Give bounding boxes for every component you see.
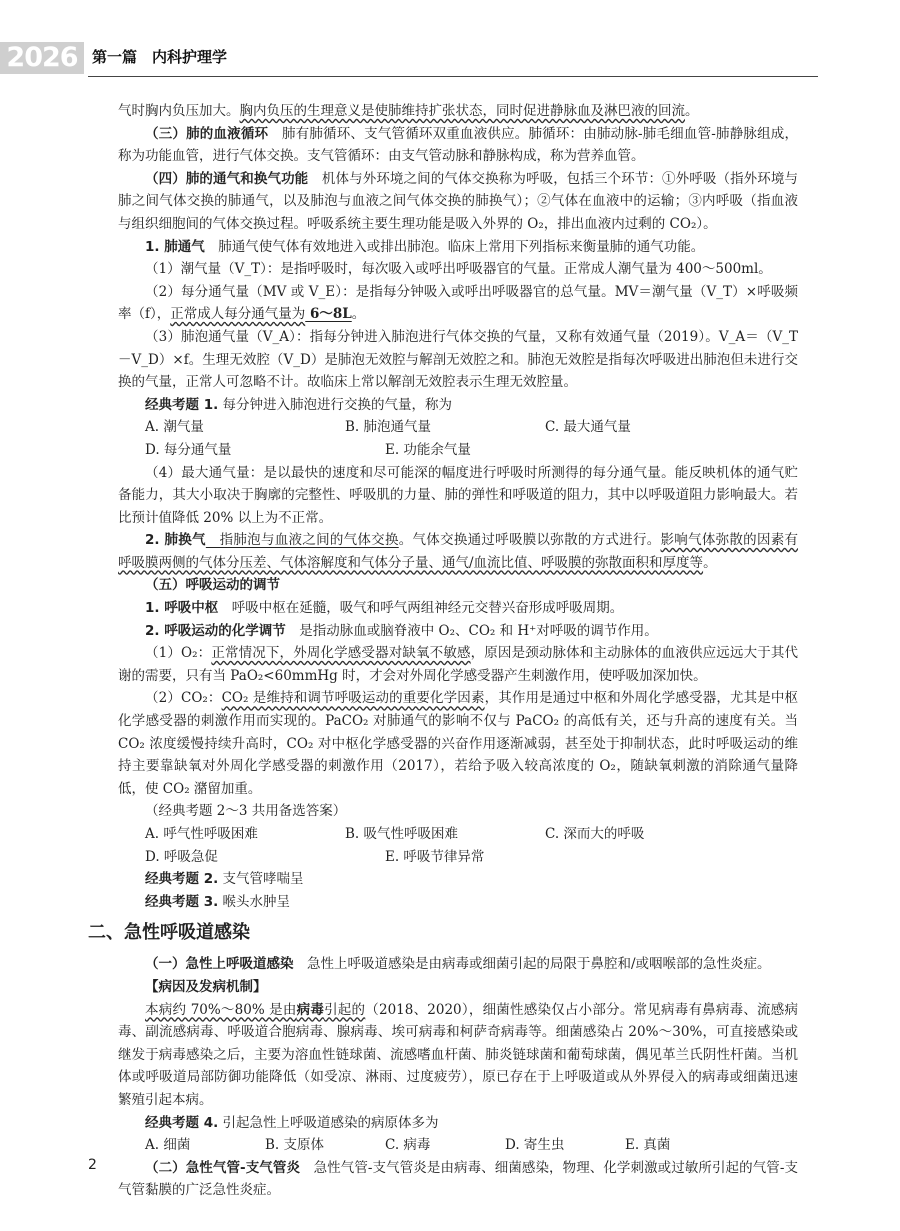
- text: （2）每分通气量（MV 或 V_E）：是指每分钟吸入或呼出呼吸器官的总气量。MV＝潮气量（V_T）×呼吸频率（f），: [118, 283, 798, 323]
- text: ，其作用是通过中枢和外周化学感受器，尤其是中枢化学感受器的刺激作用而实现的。PaCO₂ 对肺通气的影响不仅与 PaCO₂ 的高低有关，还与升高的速度有关。当 CO₂ 浓度缓慢持续升高时，CO₂ 对中枢化学感受器的兴奋作用逐渐减弱，甚至处于抑制状态，此时呼吸运动的维持主要靠缺氧对外周化学感受器的刺激作用（2017），若给予吸入较高浓度的 O₂，随缺氧刺激的消除通气量降低，使 CO₂ 潴留加重。: [118, 690, 799, 797]
- paragraph-upper-respiratory: [118, 953, 798, 976]
- text: 肺通气使气体有效地进入或排出肺泡。临床上常用下列指标来衡量肺的通气功能。: [204, 238, 705, 255]
- key-point: 本病约 70%～80% 是由: [145, 1001, 297, 1018]
- paragraph-etiology: [118, 999, 798, 1112]
- paragraph-tidal-volume: （1）潮气量（V_T）：是指呼吸时，每次吸入或呼出呼吸器官的气量。正常成人潮气量为 400～500ml。: [145, 261, 772, 278]
- key-point: 胸内负压的生理意义是使肺维持扩张状态，同时促进静脉血及淋巴液的回流: [239, 103, 685, 119]
- key-point: 正常成人每分通气量为: [170, 306, 306, 323]
- text: 。: [351, 306, 366, 323]
- exam-question-2: [118, 868, 798, 891]
- text: 肺有肺循环、支气管循环双重血液供应。肺循环：由肺动脉-肺毛细血管-肺静脉组成，称为功能血管，进行气体交换。支气管循环：由支气管动脉和静脉构成，称为营养血管。: [118, 125, 799, 165]
- options-row: [145, 416, 745, 439]
- option-e: E. 呼吸节律异常: [385, 848, 485, 865]
- text: （1）O₂：: [145, 645, 212, 662]
- option-d: D. 寄生虫: [505, 1137, 565, 1154]
- key-value: 6～8L: [305, 306, 352, 323]
- options-row: [145, 823, 745, 846]
- paragraph-chemical-regulation: [118, 620, 798, 643]
- header-rule: [88, 76, 818, 77]
- key-point: CO₂ 是维持和调节呼吸运动的重要化学因素: [221, 690, 485, 707]
- paragraph-bronchitis: [118, 1157, 798, 1202]
- paragraph-respiratory-center: [118, 597, 798, 620]
- header-title: 第一篇 内科护理学: [92, 48, 228, 66]
- exam-question-4: [118, 1112, 798, 1135]
- text: 呼吸中枢在延髓，吸气和呼气两组神经元交替兴奋形成呼吸周期。: [218, 600, 624, 617]
- option-c: C. 深而大的呼吸: [545, 826, 645, 842]
- paragraph-o2: [118, 642, 798, 687]
- text: 。: [685, 103, 699, 119]
- question-stem: 引起急性上呼吸道感染的病原体多为: [218, 1114, 439, 1131]
- option-a: A. 呼气性呼吸困难: [145, 826, 258, 842]
- paragraph-max-ventilation: （4）最大通气量：是以最快的速度和尽可能深的幅度进行呼吸时所测得的每分通气量。能反映机体的通气贮备能力，其大小取决于胸廓的完整性、呼吸肌的力量、肺的弹性和呼吸道的阻力，其中以呼吸道阻力影响最大。若比预计值降低 20% 以上为不正常。: [118, 464, 798, 526]
- paragraph-co2: [118, 687, 798, 800]
- text: 急性气管-支气管炎是由病毒、细菌感染，物理、化学刺激或过敏所引起的气管-支气管黏膜的广泛急性炎症。: [118, 1159, 798, 1199]
- option-b: B. 支原体: [265, 1137, 325, 1154]
- subsection-label: 1. 肺通气: [145, 238, 205, 255]
- question-label: 经典考题 2.: [145, 871, 219, 888]
- options-row: [145, 439, 745, 462]
- options-row: [145, 1134, 745, 1157]
- key-point: 指肺泡与血液之间的气体交换: [205, 532, 399, 549]
- section-label: （五）呼吸运动的调节: [145, 577, 280, 594]
- paragraph-etiology-label: [118, 976, 798, 999]
- exam-question-1: [118, 394, 798, 417]
- key-point: 影响气体弥散的因素有呼吸膜两侧的气体分压差、气体溶解度和气体分子量、通气/血流比值、呼吸膜的弥散面积和厚度等: [118, 532, 799, 571]
- year-badge: 2026: [0, 42, 84, 74]
- section-label: （四）肺的通气和换气功能: [145, 170, 309, 187]
- paragraph-alveolar-ventilation: （3）肺泡通气量（V_A）：指每分钟进入肺泡进行气体交换的气量，又称有效通气量（2019）。V_A＝（V_T－V_D）×f。生理无效腔（V_D）是肺泡无效腔与解剖无效腔之和。肺泡无效腔是指每次呼吸进出肺泡但未进行交换的气量，正常人可忽略不计。故临床上常以解剖无效腔表示生理无效腔量。: [118, 328, 798, 391]
- text: 机体与外环境之间的气体交换称为呼吸，包括三个环节：①外呼吸（指外环境与肺之间气体交换的肺通气，以及肺泡与血液之间气体交换的肺换气）；②气体在血液中的运输；③内呼吸（指血液与组织细胞间的气体交换过程。呼吸系统主要生理功能是吸入外界的 O₂，排出血液内过剩的 CO₂）。: [118, 170, 799, 232]
- section-label: （三）肺的血液循环: [145, 125, 269, 142]
- page-content: [88, 100, 799, 1202]
- page-header: [0, 42, 900, 76]
- subsection-label: 【病因及发病机制】: [145, 978, 267, 995]
- page-number: 2: [88, 1157, 97, 1173]
- paragraph-minute-ventilation: [118, 281, 798, 326]
- text: ，原因是颈动脉体和主动脉体的血液供应远远大于其代谢的需要，只有当 PaO₂<60mmHg 时，才会对外周化学感受器产生刺激作用，使呼吸加深加快。: [118, 645, 799, 684]
- option-d: D. 呼吸急促: [145, 848, 218, 865]
- option-e: E. 真菌: [625, 1137, 671, 1154]
- option-b: B. 肺泡通气量: [345, 419, 432, 436]
- key-point: 正常情况下，外周化学感受器对缺氧不敏感: [211, 645, 471, 662]
- text: 是指动脉血或脑脊液中 O₂、CO₂ 和 H⁺对呼吸的调节作用。: [285, 622, 658, 639]
- section-heading-acute-infection: 二、急性呼吸道感染: [88, 922, 250, 944]
- key-term: 病毒: [296, 1001, 325, 1018]
- question-label: 经典考题 3.: [145, 893, 219, 910]
- exam-question-3: [118, 891, 798, 914]
- subsection-label: 2. 呼吸运动的化学调节: [145, 622, 286, 639]
- section-label: （二）急性气管-支气管炎: [145, 1159, 301, 1176]
- subsection-label: 1. 呼吸中枢: [145, 600, 219, 617]
- section-label: （一）急性上呼吸道感染: [145, 956, 294, 973]
- text: 。: [703, 554, 717, 571]
- option-a: A. 细菌: [145, 1137, 191, 1154]
- text: 急性上呼吸道感染是由病毒或细菌引起的局限于鼻腔和/或咽喉部的急性炎症。: [293, 956, 771, 973]
- paragraph-lung-ventilation: [118, 236, 798, 259]
- option-c: C. 病毒: [385, 1137, 431, 1154]
- option-b: B. 吸气性呼吸困难: [345, 826, 459, 842]
- question-stem: 喉头水肿呈: [218, 893, 291, 910]
- text: （2018、2020），细菌性感染仅占小部分。常见病毒有鼻病毒、流感病毒、副流感病毒、呼吸道合胞病毒、腺病毒、埃可病毒和柯萨奇病毒等。细菌感染占 20%～30%，可直接感染或继发于病毒感染之后，主要为溶血性链球菌、流感嗜血杆菌、肺炎链球菌和葡萄球菌，偶见革兰氏阴性杆菌。当机体或呼吸道局部防御功能降低（如受凉、淋雨、过度疲劳），原已存在于上呼吸道或从外界侵入的病毒或细菌迅速繁殖引起本病。: [118, 1001, 799, 1108]
- text: 气时胸内负压加大。: [118, 103, 240, 119]
- subsection-label: 2. 肺换气: [145, 532, 206, 549]
- paragraph-pressure: [118, 100, 798, 123]
- option-c: C. 最大通气量: [545, 419, 631, 436]
- section-breathing-regulation: [118, 574, 798, 597]
- question-label: 经典考题 4.: [145, 1114, 219, 1131]
- exam-question-2-3-stem: （经典考题 2～3 共用备选答案）: [145, 803, 347, 820]
- option-d: D. 每分通气量: [145, 441, 232, 458]
- paragraph-gas-exchange: [118, 529, 798, 574]
- question-stem: 支气管哮喘呈: [218, 871, 304, 888]
- text: 。气体交换通过呼吸膜以弥散的方式进行。: [398, 532, 661, 549]
- option-e: E. 功能余气量: [385, 441, 471, 458]
- options-row: [145, 846, 745, 869]
- text: （2）CO₂：: [145, 690, 222, 707]
- question-stem: 每分钟进入肺泡进行交换的气量，称为: [218, 396, 453, 413]
- paragraph-blood-circulation: [118, 123, 798, 168]
- key-point: 引起的: [324, 1001, 366, 1018]
- option-a: A. 潮气量: [145, 419, 204, 436]
- paragraph-ventilation: [118, 168, 798, 236]
- question-label: 经典考题 1.: [145, 396, 219, 413]
